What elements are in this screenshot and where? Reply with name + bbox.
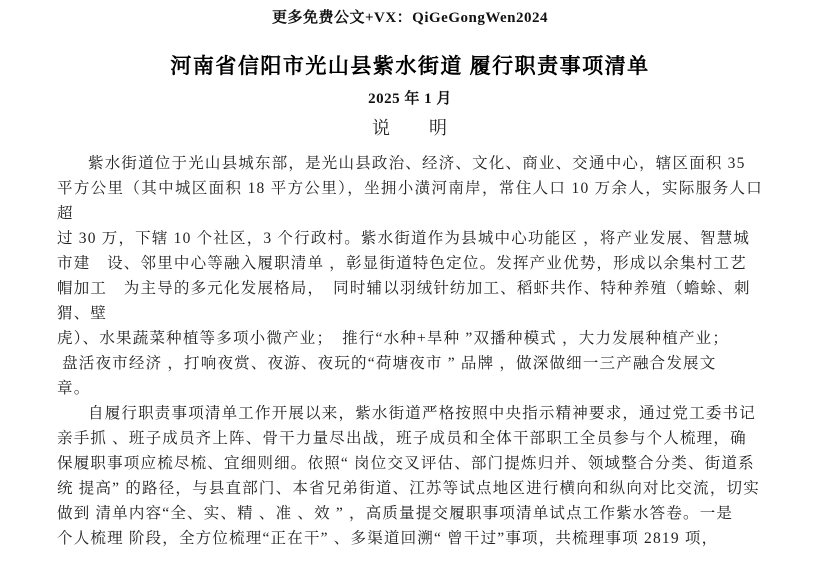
body-line: 盘活夜市经济 ，打响夜赏、夜游、夜玩的“荷塘夜市 ” 品牌 ，做深做细一三产融合发展文 [57,355,717,372]
body-line: 市建 设、邻里中心等融入履职清单 ，彰显街道特色定位。发挥产业优势，形成以余集村工艺 [57,255,747,272]
section-heading: 说 明 [372,118,448,138]
document-date: 2025 年 1 月 [368,91,452,107]
body-line: 虎）、水果蔬菜种植等多项小微产业； 推行“水种+旱种 ”双播种模式 ，大力发展种植产业； [57,330,730,347]
body-line: 章。 [57,380,91,397]
body-line: 个人梳理 阶段，全方位梳理“正在干” 、多渠道回溯“ 曾干过”事项，共梳理事项 2819 项， [57,530,719,547]
page-title: 河南省信阳市光山县紫水街道 履行职责事项清单 [170,54,650,78]
body-line: 平方公里（其中城区面积 18 平方公里），坐拥小潢河南岸，常住人口 10 万余人，实际服务人口超 [57,180,763,222]
paragraph [57,151,763,401]
body-line: 自履行职责事项清单工作开展以来，紫水街道严格按照中央指示精神要求，通过党工委书记 [88,405,757,422]
body-line: 过 30 万，下辖 10 个社区，3 个行政村。紫水街道作为县城中心功能区 ，将产业发展、智慧城 [57,230,751,247]
body-line: 紫水街道位于光山县城东部，是光山县政治、经济、文化、商业、交通中心，辖区面积 35 [88,155,746,172]
body-line: 保履职事项应梳尽梳、宜细则细。依照“ 岗位交叉评估、部门提炼归并、领域整合分类、街道系 [57,455,755,472]
body-line: 帽加工 为主导的多元化发展格局， 同时辅以羽绒针纺加工、稻虾共作、特种养殖（蟾蜍、刺 [57,280,751,297]
body-line: 统 提高” 的路径，与县直部门、本省兄弟街道、江苏等试点地区进行横向和纵向对比交流，切实 [57,480,760,497]
watermark-text: 更多免费公文+VX：QiGeGongWen2024 [271,10,549,26]
body-line: 做到 清单内容“全、实、精 、准 、效 ” ，高质量提交履职事项清单试点工作紫水答卷。一是 [57,505,734,522]
document-body [57,151,763,551]
paragraph [57,401,763,551]
body-line: 亲手抓 、班子成员齐上阵、骨干力量尽出战，班子成员和全体干部职工全员参与个人梳理，确 [57,430,747,447]
body-line: 猬、壁 [57,305,108,322]
